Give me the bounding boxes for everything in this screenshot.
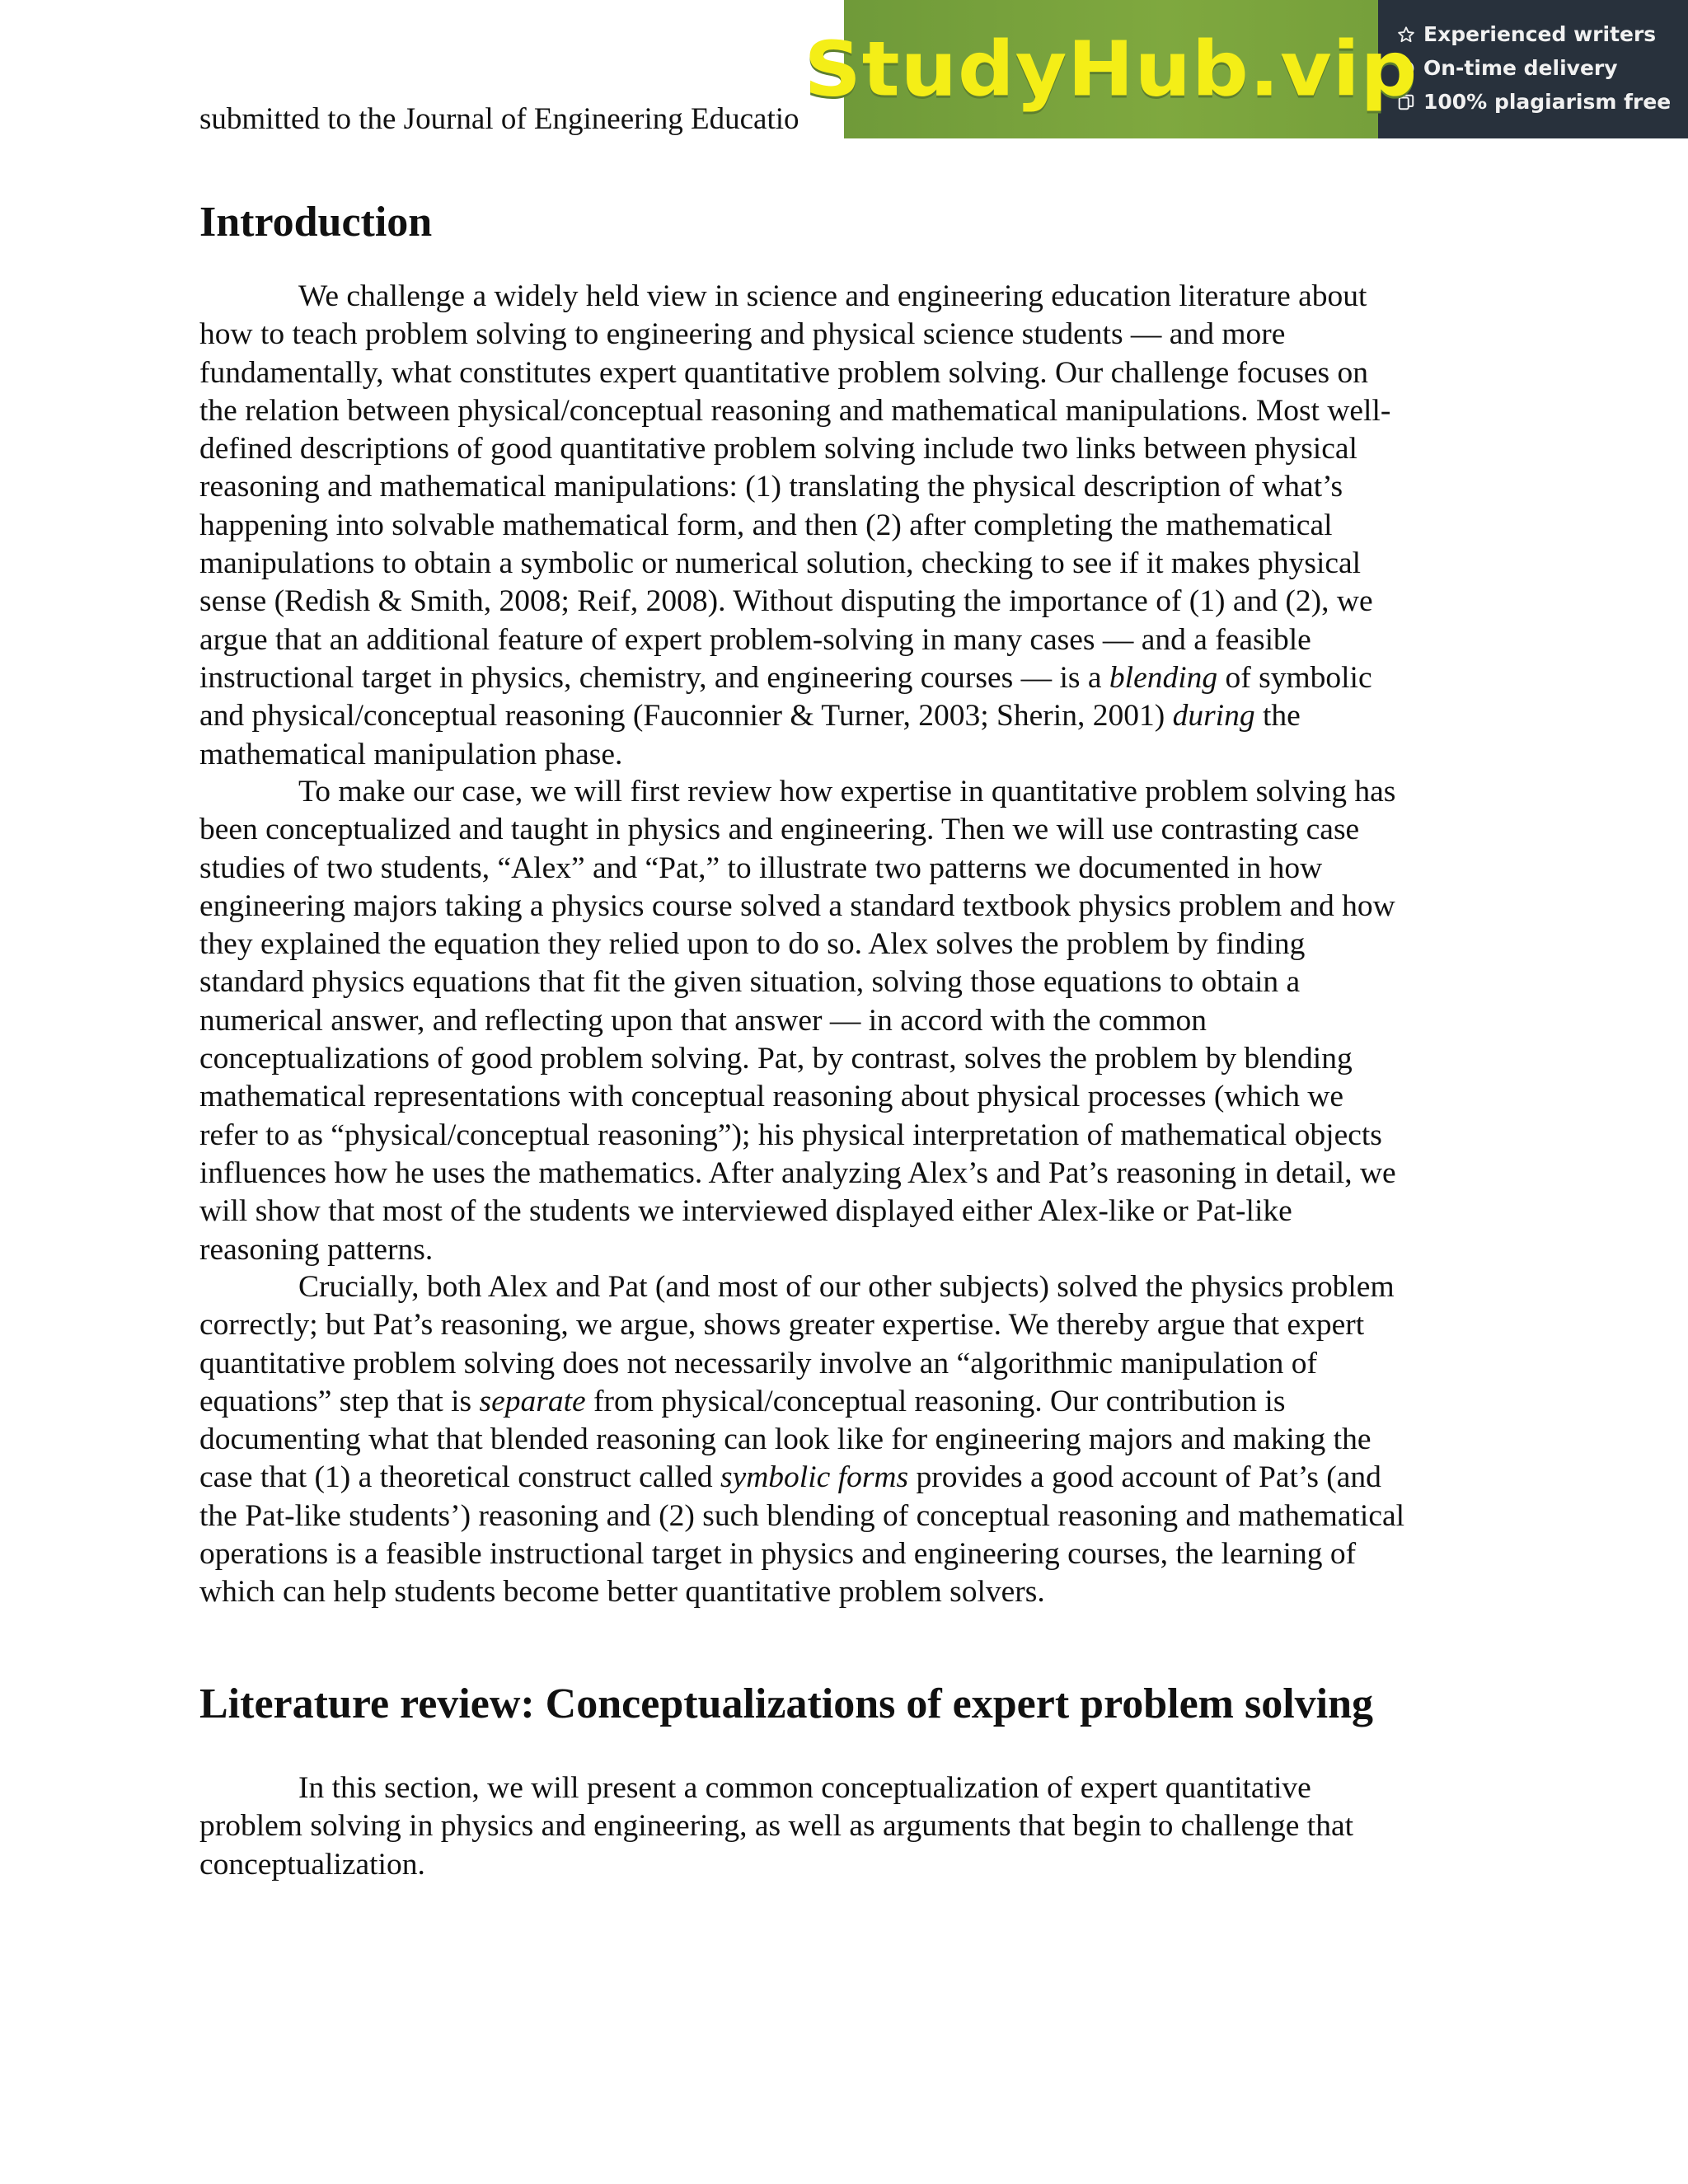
text-line: will show that most of the students we interviewed displayed either Alex-like or Pat-like [199,1194,1292,1229]
text-line: To make our case, we will first review how expertise in quantitative problem solving has [298,775,1396,808]
text-line: conceptualizations of good problem solving. Pat, by contrast, solves the problem by blending [199,1042,1353,1076]
text-line: quantitative problem solving does not necessarily involve an “algorithmic manipulation of [199,1346,1317,1380]
text-run: equations” step that is [199,1384,480,1418]
text-line: engineering majors taking a physics course solved a standard textbook physics problem and how [199,888,1395,923]
text-line: numerical answer, and reflecting upon that answer — in accord with the common [199,1003,1207,1038]
text-line: reasoning patterns. [199,1232,434,1267]
text-line: conceptualization. [199,1847,425,1882]
text-line: the relation between physical/conceptual reasoning and mathematical manipulations. Most well- [199,393,1391,428]
text-run: the [1254,699,1301,733]
paragraph [199,278,1485,774]
text-run: and physical/conceptual reasoning (Fauconnier & Turner, 2003; Sherin, 2001) [199,699,1173,733]
text-line: manipulations to obtain a symbolic or numerical solution, checking to see if it makes physical [199,546,1362,581]
text-line: correctly; but Pat’s reasoning, we argue, shows greater expertise. We thereby argue that expert [199,1308,1365,1343]
text-line: which can help students become better quantitative problem solvers. [199,1575,1045,1610]
perk-item [1396,55,1688,82]
text-run: from physical/conceptual reasoning. Our contribution is [585,1384,1286,1418]
text-line: defined descriptions of good quantitative problem solving include two links between physical [199,432,1357,466]
text-line: problem solving in physics and engineering, as well as arguments that begin to challenge that [199,1809,1354,1844]
text-line: mathematical representations with conceptual reasoning about physical processes (which we [199,1080,1344,1114]
text-run: instructional target in physics, chemistry, and engineering courses — is a [199,660,1109,695]
text-line [199,659,1485,697]
paragraph [199,773,1485,1269]
text-line: they explained the equation they relied upon to do so. Alex solves the problem by finding [199,927,1306,962]
text-line: standard physics equations that fit the given situation, solving those equations to obtain a [199,965,1301,1000]
text-line: how to teach problem solving to engineering and physical science students — and more [199,317,1286,352]
text-run: of symbolic [1217,660,1372,695]
banner-logo[interactable] [804,0,1418,138]
text-line [199,1459,1485,1497]
text-line [199,1383,1485,1421]
text-run: case that (1) a theoretical construct called [199,1460,720,1495]
emphasis: blending [1109,660,1218,695]
text-line: In this section, we will present a common conceptualization of expert quantitative [298,1771,1311,1805]
section-heading-introduction: Introduction [199,199,433,246]
emphasis: symbolic forms [720,1460,909,1495]
text-line [199,697,1485,735]
perk-label: Experienced writers [1423,22,1657,46]
paragraph [199,1769,1485,1884]
banner-logo-text: StudyHub.vip [804,25,1418,114]
text-line: argue that an additional feature of expert problem-solving in many cases — and a feasible [199,622,1311,657]
text-line: influences how he uses the mathematics. After analyzing Alex’s and Pat’s reasoning in detail, we [199,1155,1396,1190]
text-line: refer to as “physical/conceptual reasoning”); his physical interpretation of mathematical objects [199,1118,1382,1152]
emphasis: during [1172,699,1255,733]
text-line: reasoning and mathematical manipulations: (1) translating the physical description of what’s [199,470,1343,504]
text-line: operations is a feasible instructional target in physics and engineering courses, the learning of [199,1537,1357,1572]
text-line: sense (Redish & Smith, 2008; Reif, 2008). Without disputing the importance of (1) and (2), we [199,584,1373,619]
text-line: We challenge a widely held view in science and engineering education literature about [298,279,1367,313]
text-line: happening into solvable mathematical form, and then (2) after completing the mathematical [199,508,1333,542]
text-line: the Pat-like students’) reasoning and (2) such blending of conceptual reasoning and mathematical [199,1498,1405,1533]
perk-label: On-time delivery [1423,56,1618,80]
emphasis: separate [479,1384,586,1418]
perk-item [1396,21,1688,48]
perk-label: 100% plagiarism free [1423,90,1672,114]
text-line: mathematical manipulation phase. [199,737,623,771]
text-line: studies of two students, “Alex” and “Pat,” to illustrate two patterns we documented in how [199,851,1323,885]
text-line: documenting what that blended reasoning can look like for engineering majors and making the [199,1422,1372,1457]
text-line: been conceptualized and taught in physics and engineering. Then we will use contrasting case [199,813,1360,847]
ad-banner[interactable] [804,0,1688,138]
section-heading-literature-review: Literature review: Conceptualizations of expert problem solving [199,1680,1374,1727]
text-run: provides a good account of Pat’s (and [908,1460,1381,1495]
banner-perks [1378,0,1688,138]
text-line: Crucially, both Alex and Pat (and most of our other subjects) solved the physics problem [298,1270,1395,1304]
paragraph [199,1268,1485,1612]
running-head: submitted to the Journal of Engineering Educatio [199,102,799,136]
perk-item [1396,89,1688,115]
text-line: fundamentally, what constitutes expert quantitative problem solving. Our challenge focuses on [199,355,1369,390]
